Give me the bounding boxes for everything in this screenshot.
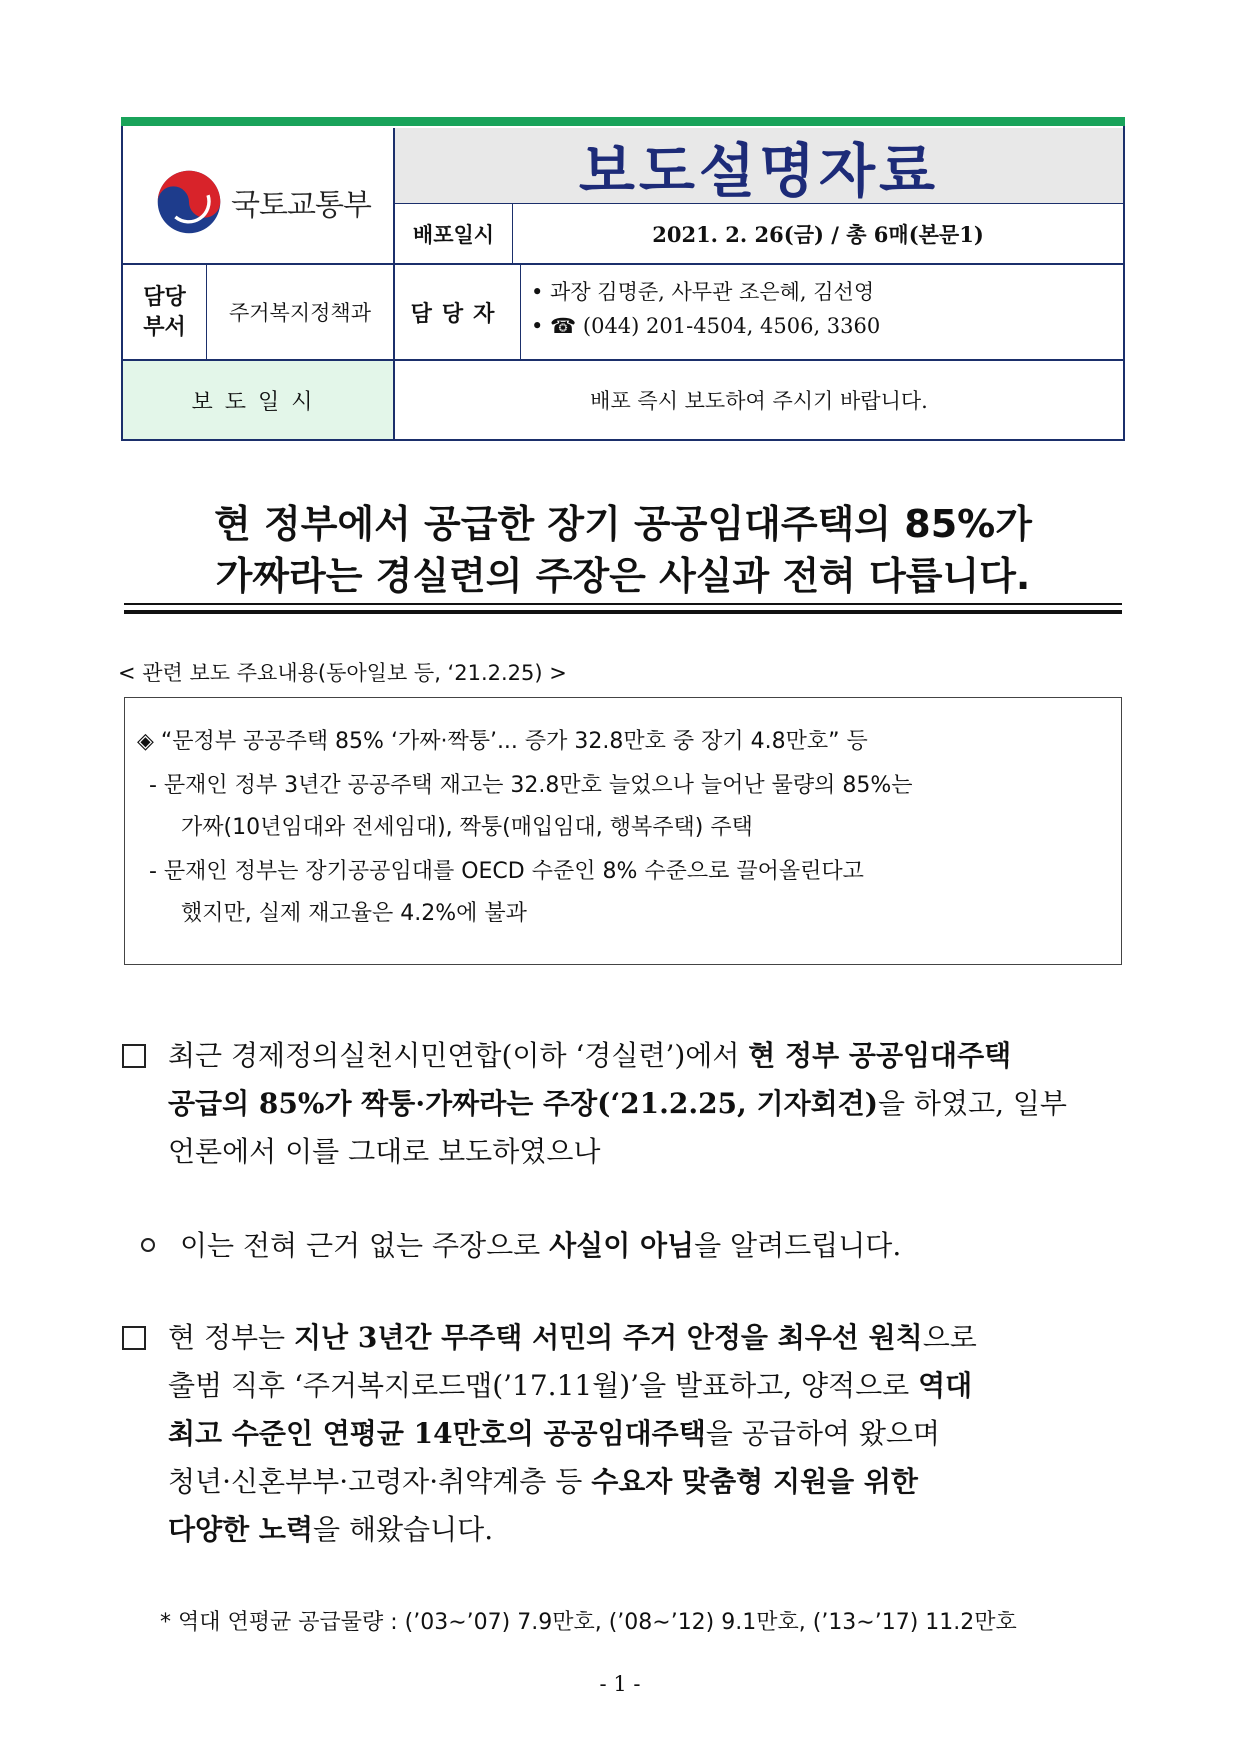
release-label: 보도일시 [123,361,395,439]
distribution-value: 2021. 2. 26(금) / 총 6매(본문1) [513,204,1123,265]
ministry-logo [155,168,371,236]
p3-line2: 출범 직후 ‘주거복지로드맵(’17.11월)’을 발표하고, 양적으로 역대 [168,1369,973,1402]
related-item2-line1: - 문재인 정부는 장기공공임대를 OECD 수준인 8% 수준으로 끌어올린다고 [149,859,864,884]
headline-line2: 가짜라는 경실련의 주장은 사실과 전혀 다릅니다. [215,554,1031,598]
circle-bullet-icon [141,1238,155,1252]
ministry-name: 국토교통부 [231,188,371,223]
doc-type-cell [395,128,1123,204]
contact-label: 담당자 [395,265,521,361]
p1-line3: 언론에서 이를 그대로 보도하였으나 [168,1135,601,1168]
headline-rule-thick [124,610,1122,614]
release-value: 배포 즉시 보도하여 주시기 바랍니다. [590,389,928,413]
related-item1-line2: 가짜(10년임대와 전세임대), 짝퉁(매입임대, 행복주택) 주택 [181,815,753,840]
related-box [124,697,1122,965]
related-item1-line1: - 문재인 정부 3년간 공공주택 재고는 32.8만호 늘었으나 늘어난 물량의 85%는 [149,773,913,798]
p3-line5: 다양한 노력을 해왔습니다. [168,1513,494,1546]
contact-phone: • ☎ (044) 201-4504, 4506, 3360 [531,314,881,338]
contact-names: • 과장 김명준, 사무관 조은혜, 김선영 [531,280,875,304]
department-label: 담당 부서 [123,265,207,361]
doc-type-title: 보도설명자료 [578,136,940,205]
header-green-bar [121,117,1125,126]
checkbox-square-icon [122,1044,146,1068]
headline-line1: 현 정부에서 공급한 장기 공공임대주택의 85%가 [214,502,1032,546]
p1-line1: 최근 경제정의실천시민연합(이하 ‘경실련’)에서 현 정부 공공임대주택 [168,1039,1012,1072]
contact-value [521,265,1123,361]
headline-rule-thin [124,603,1122,605]
footnote: * 역대 연평균 공급물량 : (’03∼’07) 7.9만호, (’08∼’12) 9.1만호, (’13∼’17) 11.2만호 [160,1610,1017,1635]
department-value: 주거복지정책과 [207,265,395,361]
page-number: - 1 - [599,1672,641,1696]
logo-cell [123,128,395,265]
p3-line3: 최고 수준인 연평균 14만호의 공공임대주택을 공급하여 왔으며 [168,1417,940,1450]
p3-line4: 청년·신혼부부·고령자·취약계층 등 수요자 맞춤형 지원을 위한 [168,1465,918,1498]
header-table [121,117,1125,441]
headline [121,498,1125,602]
taegeuk-emblem-icon [155,168,223,236]
related-caption: < 관련 보도 주요내용(동아일보 등, ‘21.2.25) > [118,661,567,685]
p2-line: 이는 전혀 근거 없는 주장으로 사실이 아님을 알려드립니다. [180,1229,902,1262]
p3-line1: 현 정부는 지난 3년간 무주택 서민의 주거 안정을 최우선 원칙으로 [168,1321,977,1354]
checkbox-square-icon [122,1326,146,1350]
distribution-label: 배포일시 [395,204,513,265]
related-item2-line2: 했지만, 실제 재고율은 4.2%에 불과 [181,901,527,926]
related-quote: ◈ “문정부 공공주택 85% ‘가짜·짝퉁’... 증가 32.8만호 중 장기 4.8만호” 등 [137,729,868,754]
p1-line2: 공급의 85%가 짝퉁·가짜라는 주장(‘21.2.25, 기자회견)을 하였고, 일부 [168,1087,1067,1120]
